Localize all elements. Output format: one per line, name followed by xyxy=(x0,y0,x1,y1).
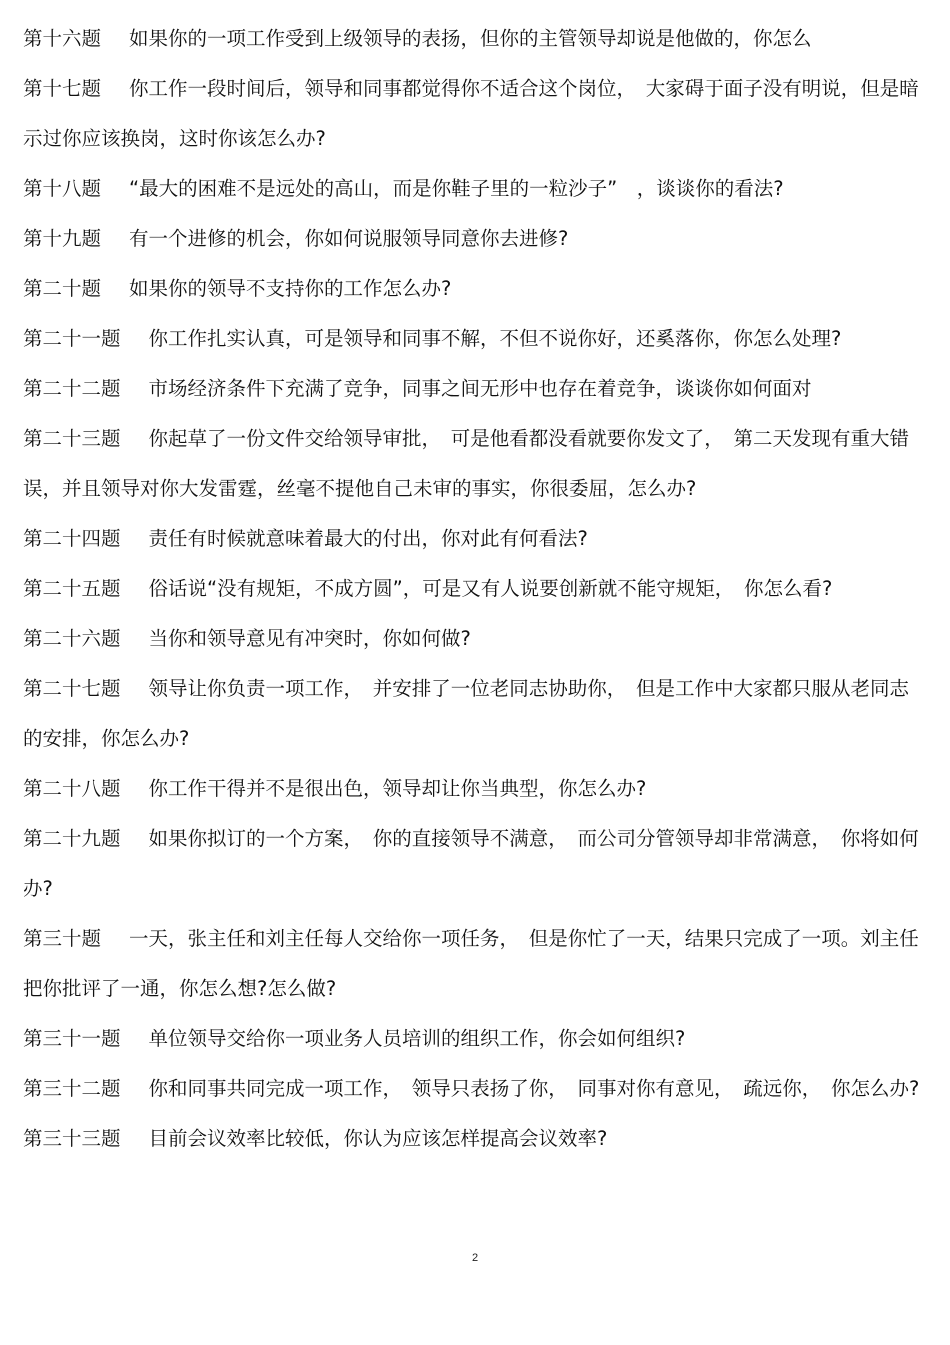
question-number: 第二十六题 xyxy=(23,627,121,650)
question-text: “最大的困难不是远处的高山，而是你鞋子里的一粒沙子” ，谈谈你的看法? xyxy=(129,177,784,200)
question-17 xyxy=(23,64,928,164)
question-text: 责任有时候就意味着最大的付出，你对此有何看法? xyxy=(148,527,588,550)
question-text: 你工作扎实认真，可是领导和同事不解，不但不说你好，还奚落你，你怎么处理? xyxy=(148,327,842,350)
question-number: 第三十二题 xyxy=(23,1077,121,1100)
question-28 xyxy=(23,764,928,814)
question-18 xyxy=(23,164,928,214)
question-31 xyxy=(23,1014,928,1064)
question-33 xyxy=(23,1114,928,1164)
question-text: 你工作干得并不是很出色，领导却让你当典型，你怎么办? xyxy=(148,777,647,800)
question-22 xyxy=(23,364,928,414)
question-21 xyxy=(23,314,928,364)
question-text: 如果你拟订的一个方案， 你的直接领导不满意， 而公司分管领导却非常满意， 你将如何办? xyxy=(23,827,919,900)
question-text: 如果你的领导不支持你的工作怎么办? xyxy=(129,277,452,300)
question-number: 第二十三题 xyxy=(23,427,121,450)
question-number: 第十七题 xyxy=(23,77,102,100)
question-text: 俗话说“没有规矩，不成方圆”，可是又有人说要创新就不能守规矩， 你怎么看? xyxy=(148,577,833,600)
question-29 xyxy=(23,814,928,914)
page-number: 2 xyxy=(471,1252,479,1264)
question-32 xyxy=(23,1064,928,1114)
question-26 xyxy=(23,614,928,664)
question-number: 第十九题 xyxy=(23,227,102,250)
question-number: 第二十四题 xyxy=(23,527,121,550)
question-number: 第二十八题 xyxy=(23,777,121,800)
question-30 xyxy=(23,914,928,1014)
question-text: 你起草了一份文件交给领导审批， 可是他看都没看就要你发文了， 第二天发现有重大错误，并且领导对你大发雷霆，丝毫不提他自己未审的事实，你很委屈，怎么办? xyxy=(23,427,910,500)
question-19 xyxy=(23,214,928,264)
question-text: 当你和领导意见有冲突时，你如何做? xyxy=(148,627,471,650)
question-text: 你工作一段时间后，领导和同事都觉得你不适合这个岗位， 大家碍于面子没有明说，但是暗示过你应该换岗，这时你该怎么办? xyxy=(23,77,919,150)
question-20 xyxy=(23,264,928,314)
question-number: 第二十一题 xyxy=(23,327,121,350)
question-number: 第十六题 xyxy=(23,27,102,50)
question-number: 第三十题 xyxy=(23,927,102,950)
question-text: 一天，张主任和刘主任每人交给你一项任务， 但是你忙了一天，结果只完成了一项。刘主任把你批评了一通，你怎么想?怎么做? xyxy=(23,927,919,1000)
question-number: 第二十七题 xyxy=(23,677,121,700)
question-16 xyxy=(23,14,928,64)
question-number: 第二十九题 xyxy=(23,827,121,850)
question-number: 第二十二题 xyxy=(23,377,121,400)
question-text: 你和同事共同完成一项工作， 领导只表扬了你， 同事对你有意见， 疏远你， 你怎么办? xyxy=(148,1077,920,1100)
question-27 xyxy=(23,664,928,764)
question-number: 第十八题 xyxy=(23,177,102,200)
question-number: 第三十一题 xyxy=(23,1027,121,1050)
question-23 xyxy=(23,414,928,514)
question-text: 有一个进修的机会，你如何说服领导同意你去进修? xyxy=(129,227,569,250)
question-text: 市场经济条件下充满了竞争，同事之间无形中也存在着竞争，谈谈你如何面对 xyxy=(148,377,812,400)
document-page xyxy=(23,14,928,1164)
question-text: 领导让你负责一项工作， 并安排了一位老同志协助你， 但是工作中大家都只服从老同志的安排，你怎么办? xyxy=(23,677,910,750)
question-number: 第二十五题 xyxy=(23,577,121,600)
question-number: 第二十题 xyxy=(23,277,102,300)
question-text: 目前会议效率比较低，你认为应该怎样提高会议效率? xyxy=(148,1127,608,1150)
question-number: 第三十三题 xyxy=(23,1127,121,1150)
question-24 xyxy=(23,514,928,564)
question-25 xyxy=(23,564,928,614)
question-text: 如果你的一项工作受到上级领导的表扬，但你的主管领导却说是他做的，你怎么 xyxy=(129,27,812,50)
question-text: 单位领导交给你一项业务人员培训的组织工作，你会如何组织? xyxy=(148,1027,686,1050)
